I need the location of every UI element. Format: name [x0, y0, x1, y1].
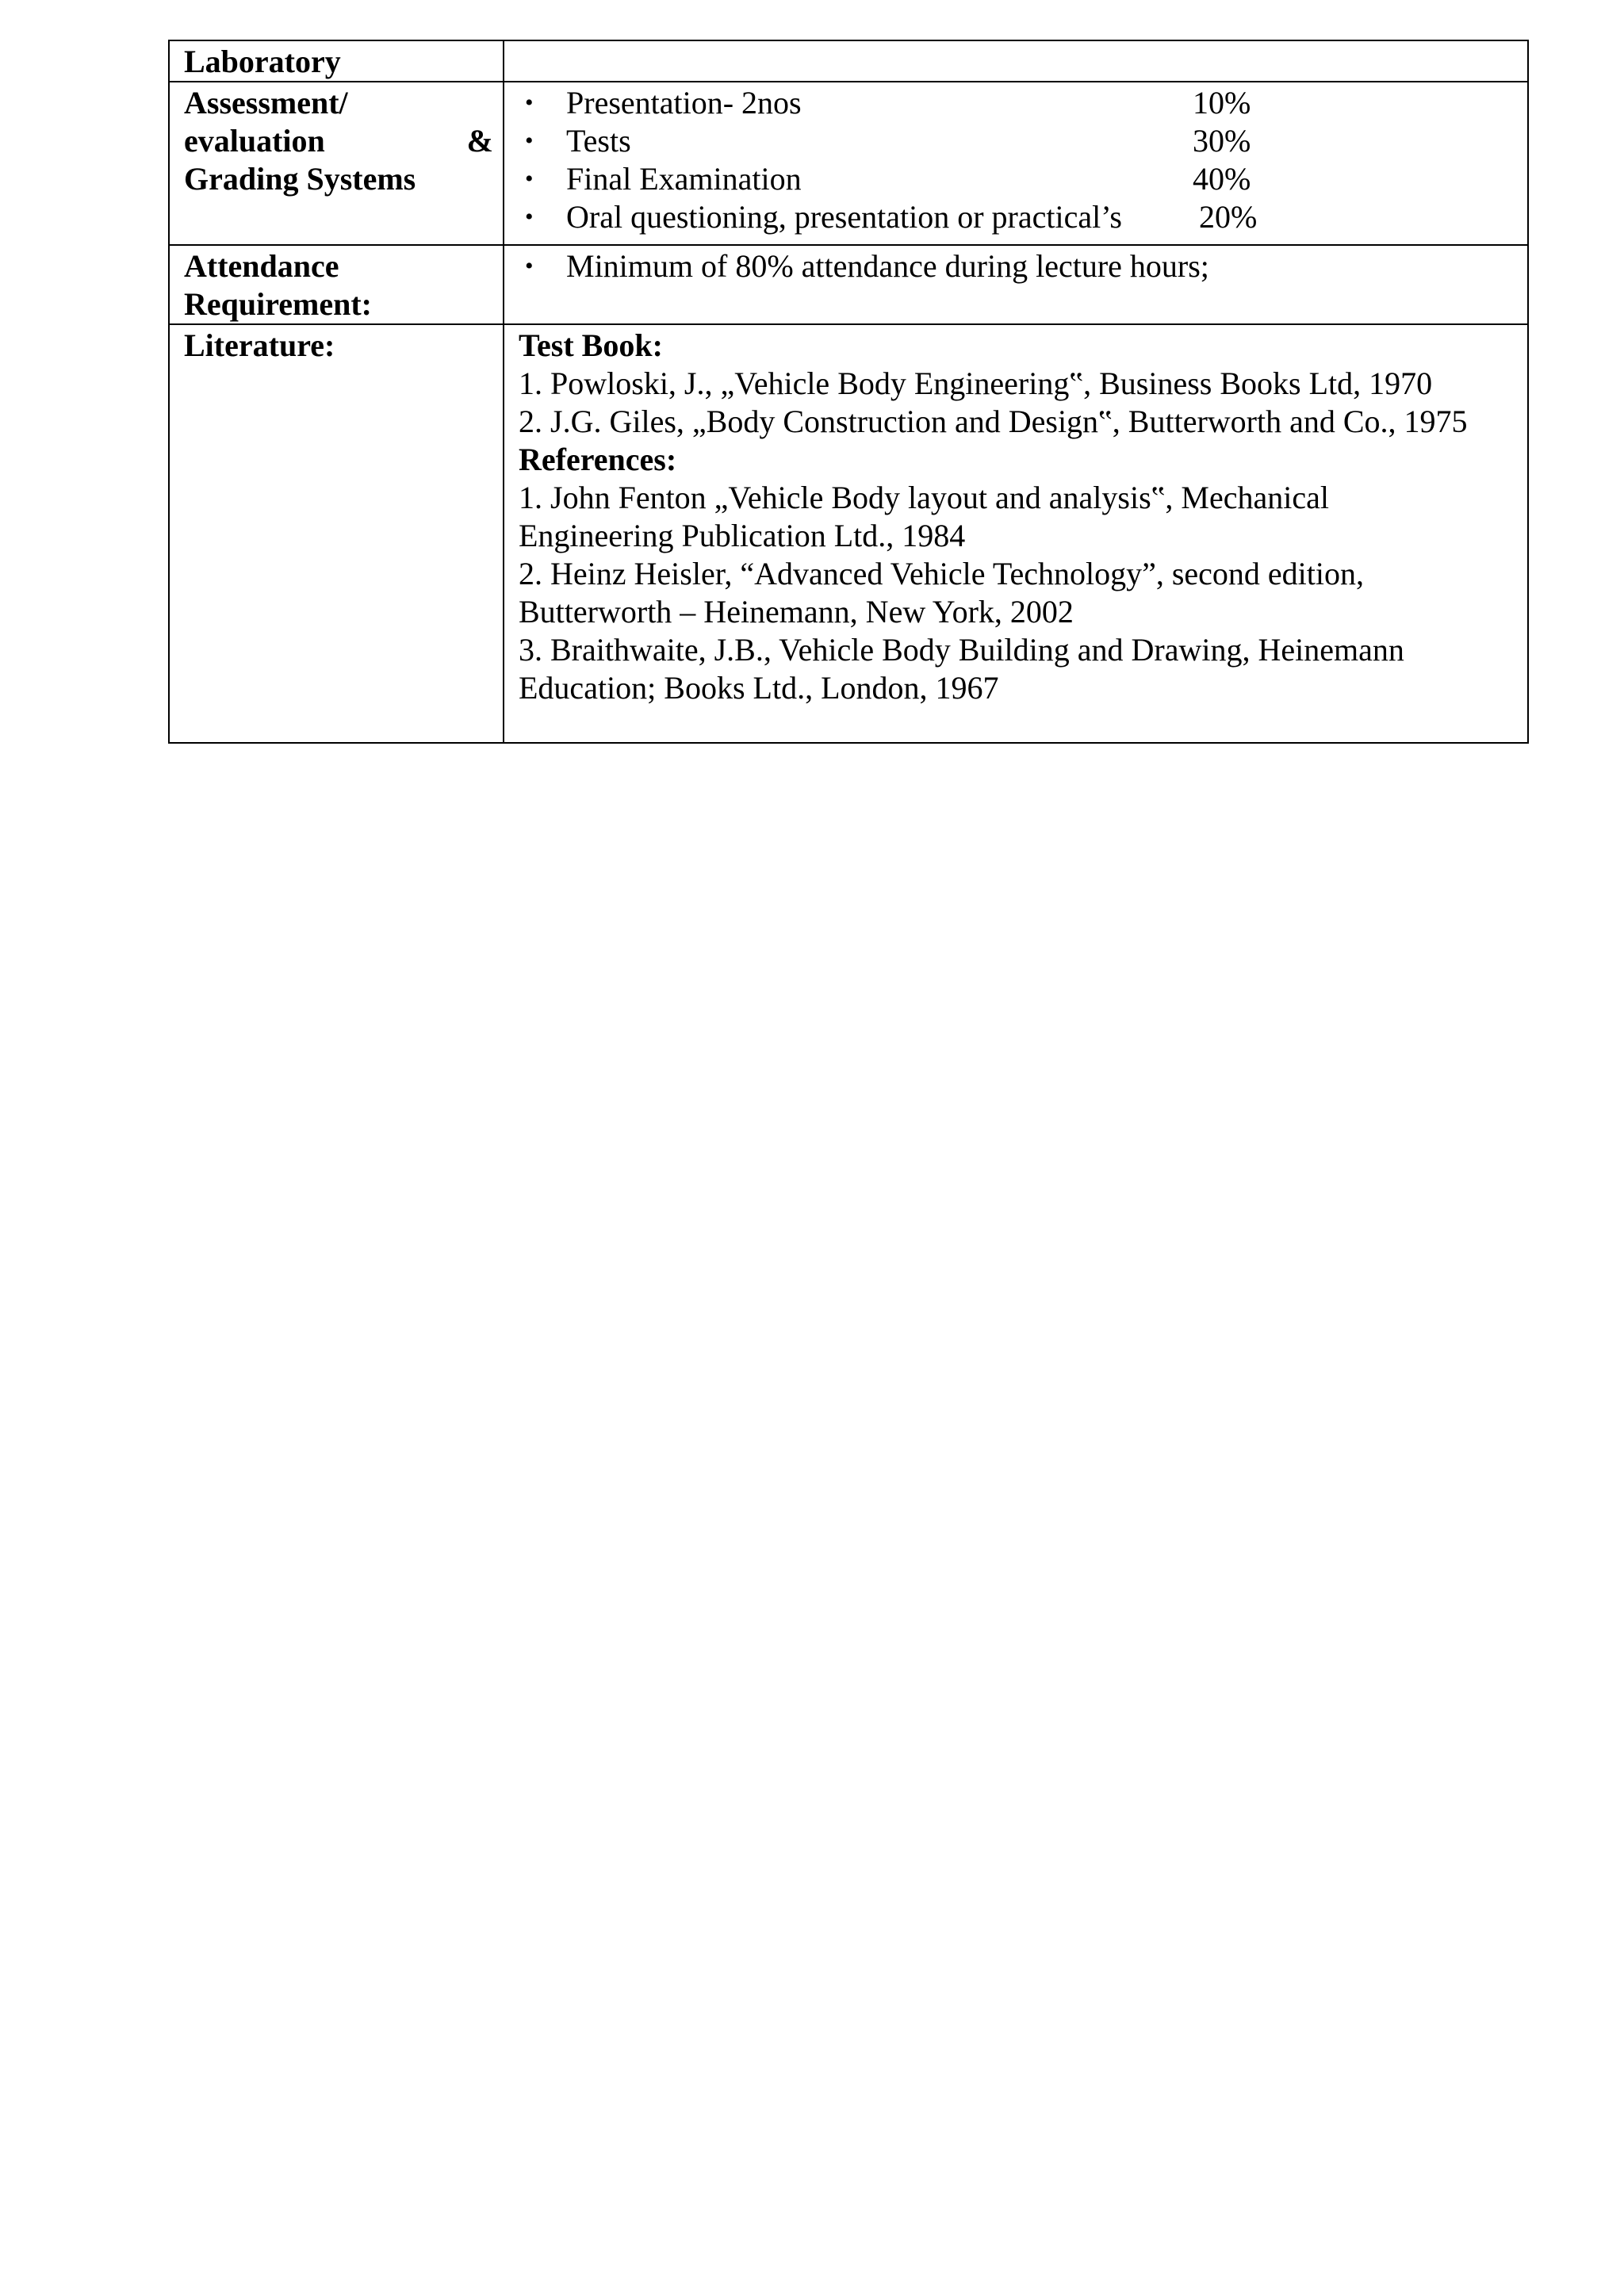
assessment-label-line2-left: evaluation	[184, 123, 325, 159]
assessment-item-percent: 30%	[1193, 123, 1251, 159]
bullet-icon: •	[525, 204, 534, 230]
attendance-item	[525, 247, 1527, 285]
literature-label: Literature:	[184, 327, 335, 363]
assessment-item-text: Oral questioning, presentation or practical’s	[566, 199, 1122, 235]
literature-value-cell	[504, 324, 1528, 743]
assessment-item	[525, 122, 1527, 160]
assessment-item-text: Presentation- 2nos	[566, 85, 802, 121]
attendance-label-line2: Requirement:	[184, 286, 372, 322]
references-heading: References:	[519, 442, 677, 477]
bullet-icon: •	[525, 166, 534, 192]
assessment-label-cell	[169, 82, 504, 245]
assessment-value-cell	[504, 82, 1528, 245]
assessment-item	[525, 160, 1527, 198]
assessment-item-text: Tests	[566, 123, 631, 159]
literature-row	[169, 324, 1528, 743]
bullet-icon: •	[525, 253, 534, 279]
textbook-entry: 2. J.G. Giles, „Body Construction and Design‟, Butterworth and Co., 1975	[519, 404, 1468, 439]
assessment-item	[525, 198, 1527, 236]
textbook-entry: 1. Powloski, J., „Vehicle Body Engineering‟, Business Books Ltd, 1970	[519, 365, 1433, 401]
assessment-item	[525, 84, 1527, 122]
reference-entry: 3. Braithwaite, J.B., Vehicle Body Building and Drawing, Heinemann Education; Books Ltd., London, 1967	[519, 632, 1404, 706]
reference-entry: 2. Heinz Heisler, “Advanced Vehicle Technology”, second edition, Butterworth – Heinemann, New York, 2002	[519, 556, 1364, 629]
assessment-item-percent: 10%	[1193, 85, 1251, 121]
attendance-label	[170, 246, 503, 323]
assessment-list	[504, 84, 1527, 236]
literature-content	[504, 325, 1527, 707]
assessment-label-line1: Assessment/	[184, 85, 348, 121]
attendance-row	[169, 245, 1528, 324]
attendance-label-line1: Attendance	[184, 248, 339, 284]
assessment-item-percent: 20%	[1199, 199, 1258, 235]
assessment-item-text: Final Examination	[566, 161, 802, 197]
assessment-label	[170, 82, 503, 198]
reference-entry: 1. John Fenton „Vehicle Body layout and analysis‟, Mechanical Engineering Publication Ltd., 1984	[519, 480, 1329, 553]
laboratory-row	[169, 40, 1528, 82]
assessment-item-percent: 40%	[1193, 161, 1251, 197]
laboratory-label: Laboratory	[184, 44, 341, 79]
laboratory-value	[504, 41, 1527, 43]
bullet-icon: •	[525, 90, 534, 116]
literature-label-cell	[169, 324, 504, 743]
attendance-label-cell	[169, 245, 504, 324]
bullet-icon: •	[525, 128, 534, 154]
attendance-list	[504, 247, 1527, 285]
course-details-table	[168, 40, 1529, 744]
assessment-label-line3: Grading Systems	[184, 161, 416, 197]
textbook-heading: Test Book:	[519, 327, 663, 363]
attendance-value-cell	[504, 245, 1528, 324]
assessment-row	[169, 82, 1528, 245]
laboratory-label-cell	[169, 40, 504, 82]
attendance-item-text: Minimum of 80% attendance during lecture hours;	[566, 248, 1209, 284]
assessment-label-line2	[184, 122, 493, 160]
assessment-label-line2-right: &	[466, 123, 493, 159]
laboratory-value-cell	[504, 40, 1528, 82]
